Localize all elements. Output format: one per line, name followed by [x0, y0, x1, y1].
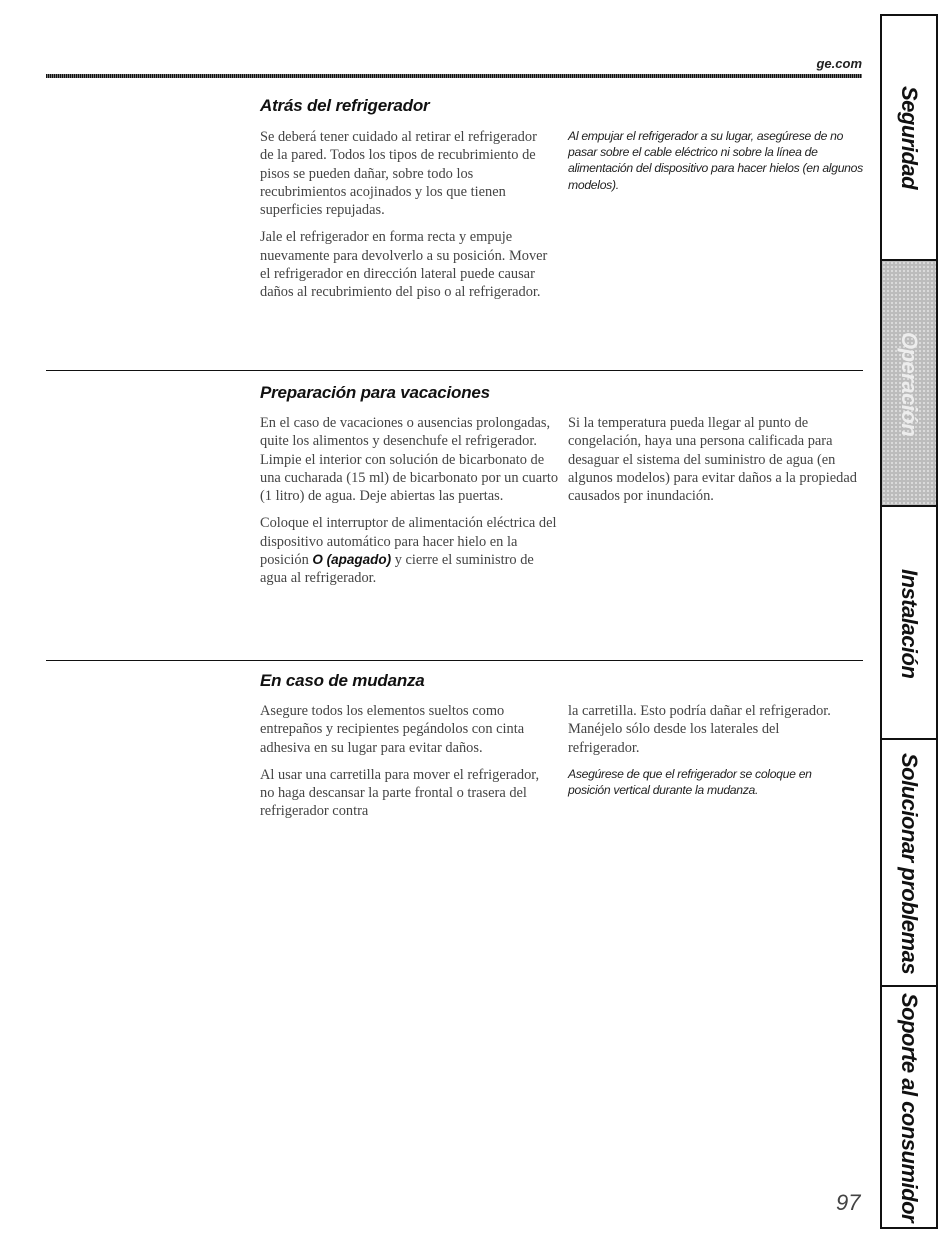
paragraph: Asegure todos los elementos sueltos como entrepaños y recipientes pegándolos con cinta adhesiva en su lugar para evitar daños. — [260, 703, 525, 756]
paragraph: la carretilla. Esto podría dañar el refrigerador. Manéjelo sólo desde los laterales del refrigerador. — [568, 703, 831, 756]
section-title-vacaciones: Preparación para vacaciones — [260, 383, 490, 402]
section-title-mudanza: En caso de mudanza — [260, 671, 425, 690]
switch-position-label: O (apagado) — [312, 552, 392, 568]
paragraph-text: y cierre el suministro de agua al refrigerador. — [260, 552, 534, 587]
note-text: Al empujar el refrigerador a su lugar, asegúrese de no pasar sobre el cable eléctrico ni sobre la línea de alimentación del dispositivo para hacer hielos (en algunos modelos). — [568, 129, 863, 192]
section-mudanza-right-column — [568, 702, 848, 807]
paragraph: Al usar una carretilla para mover el refrigerador, no haga descansar la parte frontal o trasera del refrigerador contra — [260, 766, 540, 820]
tab-label: Instalación — [897, 568, 922, 679]
section-vacaciones-right-column — [568, 414, 868, 514]
page-number: 97 — [836, 1190, 861, 1215]
paragraph-text: Coloque el interruptor de alimentación eléctrica del dispositivo automático para hacer hielo en la posición — [260, 515, 557, 569]
section-atras-left-column — [260, 128, 550, 311]
section-vacaciones-left-column — [260, 414, 560, 597]
section-mudanza-left-column — [260, 702, 550, 830]
paragraph: Jale el refrigerador en forma recta y empuje nuevamente para devolverlo a su posición. Mover el refrigerador en dirección lateral puede causar daños al recubrimiento del piso o al refrigerador. — [260, 229, 548, 301]
section-title-atras: Atrás del refrigerador — [260, 96, 430, 115]
tab-operacion[interactable] — [882, 259, 936, 507]
tab-label: Operación — [897, 331, 922, 437]
section-tabs — [880, 14, 938, 1229]
tab-seguridad[interactable] — [882, 16, 936, 259]
section-divider — [46, 660, 863, 661]
site-url: ge.com — [816, 56, 862, 71]
tab-label: Soporte al consumidor — [897, 993, 922, 1223]
tab-solucionar-problemas[interactable] — [882, 738, 936, 987]
header-rule — [46, 74, 862, 78]
paragraph: Si la temperatura pueda llegar al punto de congelación, haya una persona calificada para desaguar el sistema del suministro de agua (en algunos modelos) para evitar daños a la propiedad causados por inundación. — [568, 415, 857, 505]
section-divider — [46, 370, 863, 371]
tab-instalacion[interactable] — [882, 505, 936, 740]
tab-label: Seguridad — [897, 85, 922, 190]
paragraph — [260, 514, 560, 587]
tab-label: Solucionar problemas — [897, 752, 922, 975]
paragraph: Se deberá tener cuidado al retirar el refrigerador de la pared. Todos los tipos de recubrimiento de pisos se pueden dañar, sobre todo los recubrimientos acojinados y los que tienen superficies repujadas. — [260, 129, 537, 219]
tab-soporte-al-consumidor[interactable] — [882, 985, 936, 1229]
paragraph: En el caso de vacaciones o ausencias prolongadas, quite los alimentos y desenchufe el refrigerador. Limpie el interior con solución de bicarbonato de una cucharada (15 ml) de bicarbonato por un cuarto (1 litro) de agua. Deje abiertas las puertas. — [260, 415, 559, 505]
section-atras-right-column — [568, 128, 868, 202]
note-text: Asegúrese de que el refrigerador se coloque en posición vertical durante la mudanza. — [568, 766, 812, 798]
